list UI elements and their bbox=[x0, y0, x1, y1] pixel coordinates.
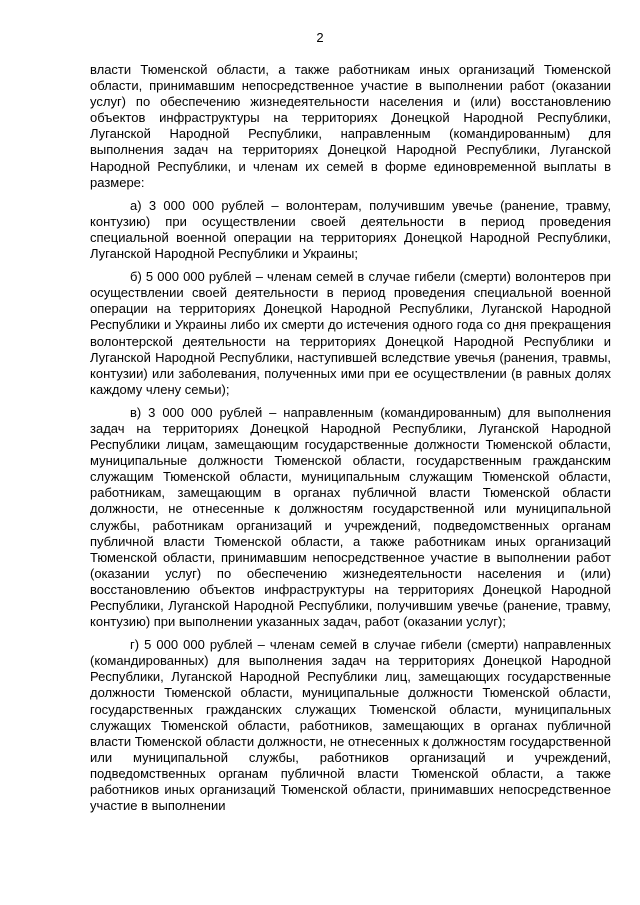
paragraph-item-b: б) 5 000 000 рублей – членам семей в случае гибели (смерти) волонтеров при осуществлении своей деятельности в период проведения специальной военной операции на территориях Донецкой Народной Республики, Луганской Народной Республики и Украины либо их смерти до истечения одного года со дня прекращения волонтерской деятельности на территориях Донецкой Народной Республики и Луганской Народной Республики, наступившей вследствие увечья (ранения, травмы, контузии) или заболевания, полученных ими при ее осуществлении (в равных долях каждому члену семьи); bbox=[90, 269, 611, 397]
paragraph-continuation: власти Тюменской области, а также работникам иных организаций Тюменской области, принимавшим непосредственное участие в выполнении работ (оказании услуг) по обеспечению жизнедеятельности населения и (или) восстановлению объектов инфраструктуры на территориях Донецкой Народной Республики, Луганской Народной Республики, направленным (командированным) для выполнения задач на территориях Донецкой Народной Республики, Луганской Народной Республики, и членам их семей в форме единовременной выплаты в размере: bbox=[90, 62, 611, 190]
paragraph-item-g: г) 5 000 000 рублей – членам семей в случае гибели (смерти) направленных (командированных) для выполнения задач на территориях Донецкой Народной Республики, Луганской Народной Республики лиц, замещающих государственные должности Тюменской области, муниципальные должности Тюменской области, государственных гражданских служащих Тюменской области, муниципальных служащих Тюменской области, работников, замещающих в органах публичной власти Тюменской области должности, не отнесенных к должностям государственной или муниципальной службы, работников организаций и учреждений, подведомственных органам публичной власти Тюменской области, а также работников иных организаций Тюменской области, принимавших непосредственное участие в выполнении bbox=[90, 637, 611, 814]
page-number: 2 bbox=[316, 30, 324, 45]
paragraph-item-a: а) 3 000 000 рублей – волонтерам, получившим увечье (ранение, травму, контузию) при осуществлении своей деятельности в период проведения специальной военной операции на территориях Донецкой Народной Республики, Луганской Народной Республики и Украины; bbox=[90, 197, 611, 262]
paragraph-item-v: в) 3 000 000 рублей – направленным (командированным) для выполнения задач на территориях Донецкой Народной Республики, Луганской Народной Республики лицам, замещающим государственные должности Тюменской области, муниципальные должности Тюменской области, государственным гражданским служащим Тюменской области, муниципальным служащим Тюменской области, работникам, замещающим в органах публичной власти Тюменской области должности, не отнесенные к должностям государственной или муниципальной службы, работникам организаций и учреждений, подведомственных органам публичной власти Тюменской области, а также работникам иных организаций Тюменской области, принимавшим непосредственное участие в выполнении работ (оказании услуг) по обеспечению жизнедеятельности населения и (или) восстановлению объектов инфраструктуры на территориях Донецкой Народной Республики, Луганской Народной Республики, получившим увечье (ранение, травму, контузию) при выполнении указанных задач, работ (оказании услуг); bbox=[90, 404, 611, 630]
body-text bbox=[90, 62, 611, 821]
